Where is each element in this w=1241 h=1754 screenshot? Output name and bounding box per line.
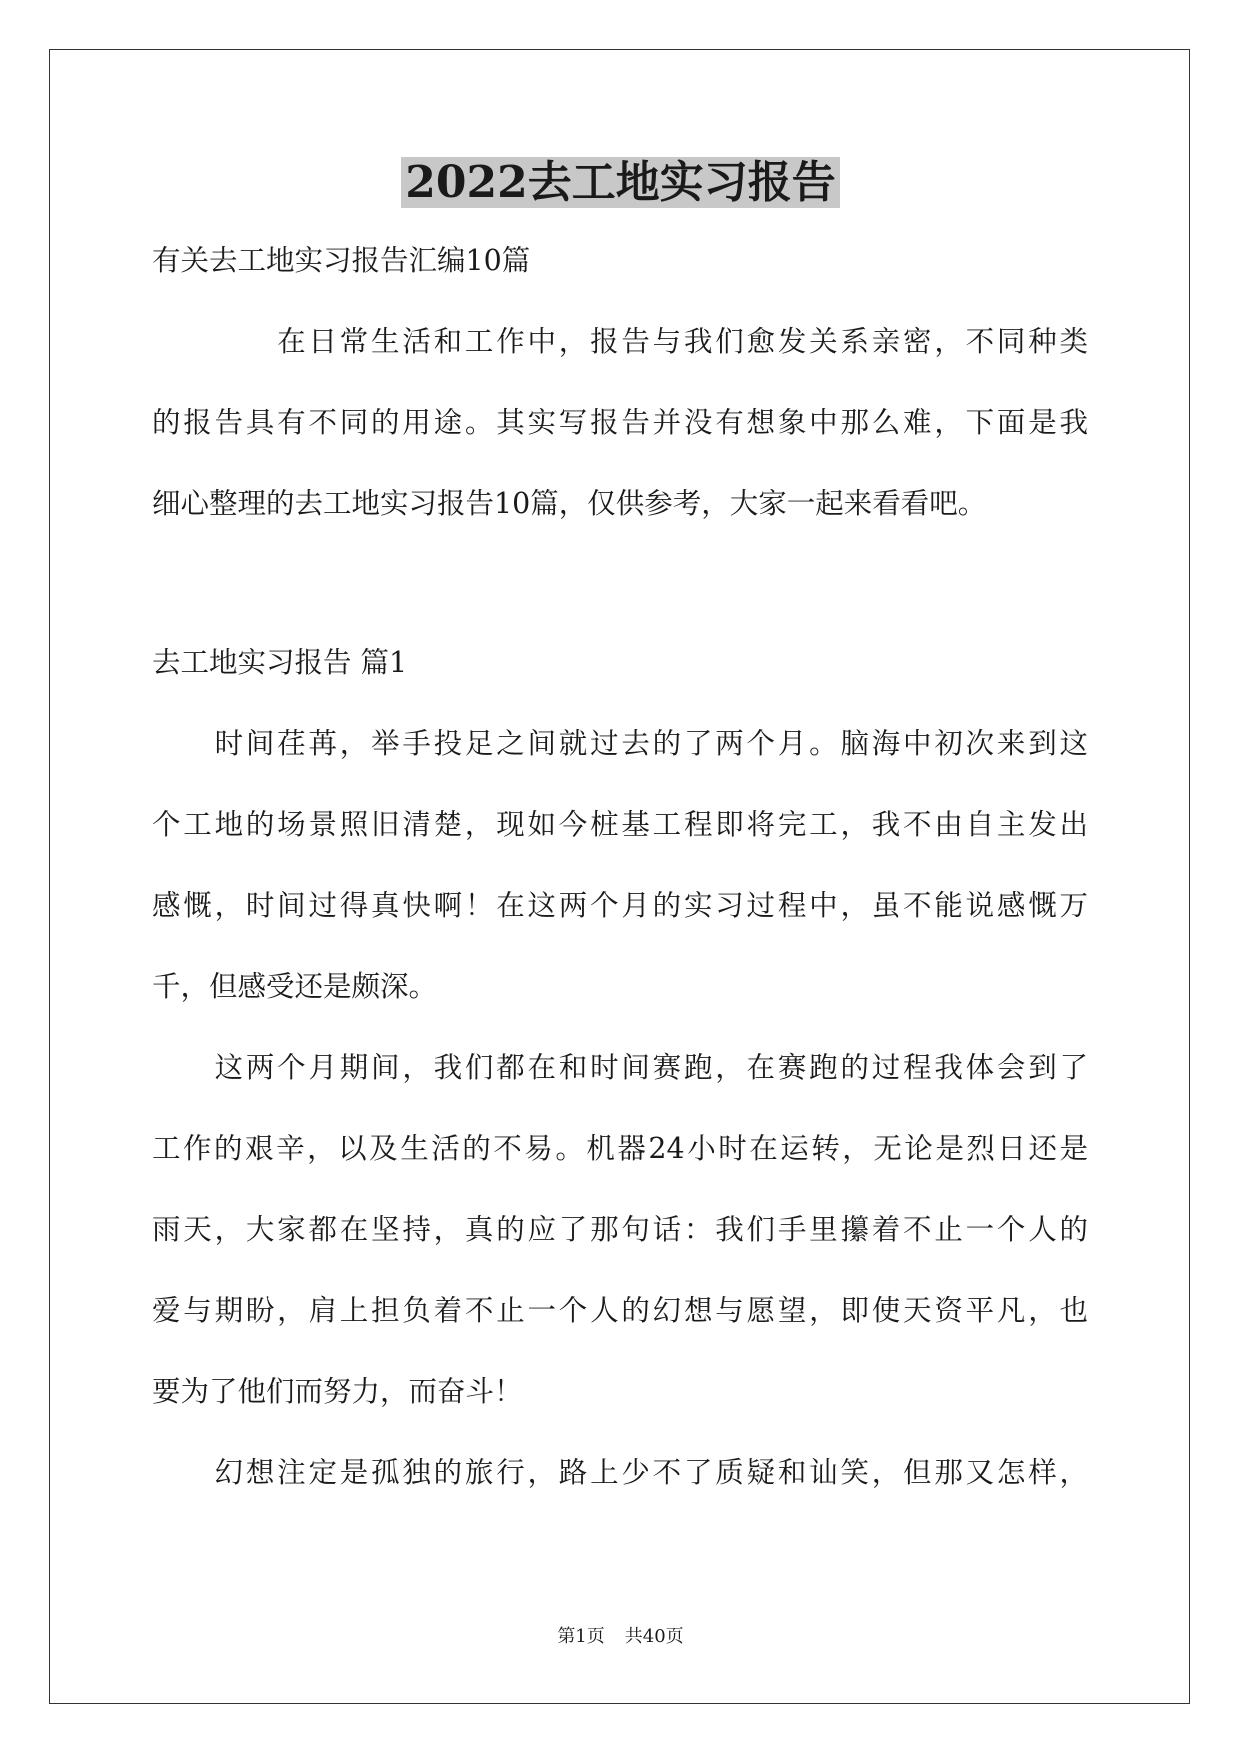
paragraph-line: 雨天，大家都在坚持，真的应了那句话：我们手里攥着不止一个人的	[152, 1213, 1088, 1246]
intro-line: 在日常生活和工作中，报告与我们愈发关系亲密，不同种类	[152, 325, 1088, 358]
document-body	[152, 233, 1088, 1526]
paragraph-line: 感慨，时间过得真快啊！在这两个月的实习过程中，虽不能说感慨万	[152, 889, 1088, 922]
page-total: 共40页	[624, 1626, 684, 1647]
title-text: 2022去工地实习报告	[401, 157, 839, 208]
section-heading: 去工地实习报告 篇1	[152, 646, 408, 679]
paragraph-line: 个工地的场景照旧清楚，现如今桩基工程即将完工，我不由自主发出	[152, 808, 1088, 841]
paragraph-line: 千，但感受还是颇深。	[152, 970, 438, 1003]
intro-line: 细心整理的去工地实习报告10篇，仅供参考，大家一起来看看吧。	[152, 487, 987, 520]
page-number: 第1页	[557, 1626, 605, 1647]
paragraph-line: 这两个月期间，我们都在和时间赛跑，在赛跑的过程我体会到了	[152, 1051, 1088, 1084]
document-title	[0, 153, 1241, 213]
page-footer	[0, 1625, 1241, 1649]
paragraph-line: 要为了他们而努力，而奋斗！	[152, 1375, 523, 1408]
paragraph-line: 工作的艰辛，以及生活的不易。机器24小时在运转，无论是烈日还是	[152, 1132, 1088, 1165]
spacer	[152, 557, 1088, 635]
intro-line: 的报告具有不同的用途。其实写报告并没有想象中那么难，下面是我	[152, 406, 1088, 439]
paragraph-line: 爱与期盼，肩上担负着不止一个人的幻想与愿望，即使天资平凡，也	[152, 1294, 1088, 1327]
paragraph-line: 时间荏苒，举手投足之间就过去的了两个月。脑海中初次来到这	[152, 727, 1088, 760]
subtitle: 有关去工地实习报告汇编10篇	[152, 244, 531, 277]
paragraph-line: 幻想注定是孤独的旅行，路上少不了质疑和讪笑，但那又怎样，	[152, 1456, 1088, 1489]
